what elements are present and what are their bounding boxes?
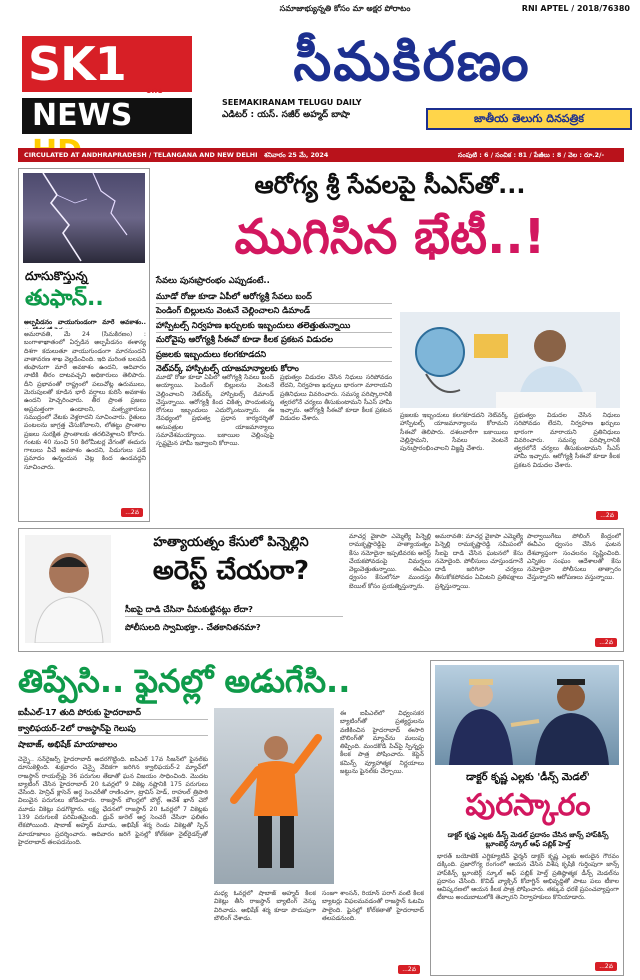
story-aarogyasri-kicker: ఆరోగ్య శ్రీ సేవలపై సీఎస్‌తో... bbox=[254, 171, 526, 199]
publish-date: శనివారం 25 మే, 2024 bbox=[264, 151, 329, 159]
story-aarogyasri-body-right: ప్రజలకు ఇబ్బందులు కలగకూడదని నెట్‌వర్క్ హాస్పిటల్స్ యాజమాన్యాలను కోరామని సీఈవో తెలిపారు. దశలవారీగా బకాయిలు చెల్లిస్తామని, సేవలు వెంటనే పునఃప్రారంభించాలని విజ్ఞప్తి చేశారు. bbox=[400, 412, 508, 453]
award-ceremony-icon bbox=[435, 665, 619, 765]
story-aarogyasri-body-mid: ప్రభుత్వం విడుదల చేసిన నిధులు సరిపోవడం లేదని, నిర్వహణ ఖర్చులు భారంగా మారాయని ప్రతినిధులు వివరించారు. సమస్య పరిష్కారానికి త్వరలోనే చర్యలు తీసుకుంటామని సీఎస్ హామీ ఇచ్చారు. ఆరోగ్యశ్రీ సీఈవో కూడా కీలక ప్రకటన విడుదల చేశారు. bbox=[280, 374, 392, 423]
bullet-item: నెట్‌వర్క్ హాస్పిటల్స్ యాజమాన్యాలకు కోరాం bbox=[156, 363, 299, 374]
cricketer-icon bbox=[214, 708, 334, 884]
bullet-item: హాస్పిటల్స్ నిర్వహణ ఖర్చులకు ఇబ్బందులు తలెత్తుతున్నాయి bbox=[156, 319, 392, 333]
story-ipl-sub3: షాబాజ్, అభిషేక్ మాయాజాలం bbox=[18, 739, 118, 749]
issue-info: సంపుటి : 6 / సంచిక : 81 / పేజీలు : 8 / వెల : రూ.2/- bbox=[458, 151, 605, 159]
bullet-item: మూడో రోజు కూడా ఏపీలో ఆరోగ్యశ్రీ సేవలు బంద్ bbox=[156, 290, 392, 304]
rni-number: RNI APTEL / 2018/76380 bbox=[521, 4, 630, 13]
story-krishna-ella[interactable] bbox=[430, 660, 624, 976]
story-ipl-sub2: క్వాలిఫయర్-2లో రాజస్థాన్‌పై గెలుపు bbox=[18, 722, 208, 736]
story-aarogyasri-bullets bbox=[156, 290, 392, 375]
story-cyclone-subhead: అల్పపీడనం వాయుగుండంగా మారే అవకాశం.. bbox=[24, 319, 146, 326]
story-ipl-sub1: ఐపీఎల్-17 తుది పోరుకు హైదరాబాద్ bbox=[18, 706, 208, 720]
story-ipl-headline: తిప్పేసి.. ఫైనల్లో అడుగేసి.. bbox=[18, 662, 351, 700]
award-photo bbox=[435, 665, 619, 765]
sk1-news-logo[interactable] bbox=[18, 28, 196, 140]
newspaper-title: సీమకిరణం bbox=[293, 29, 531, 93]
story-cyclone-more[interactable]: ...2వ bbox=[121, 508, 143, 517]
story-ipl-body: చెన్నై.. సన్‌రైజర్స్ హైదరాబాద్ అదరగొట్టింది. ఐపీఎల్ 17వ సీజన్‌లో ఫైనల్‌కు దూసుకెళ్లింది. శుక్రవారం చెన్నై వేదికగా జరిగిన క్వాలిఫయర్-2 మ్యాచ్‌లో రాజస్థాన్ రాయల్స్‌పై 36 పరుగుల తేడాతో ఘన విజయం సాధించింది. మొదట బ్యాటింగ్ చేసిన హైదరాబాద్ 20 ఓవర్లలో 9 వికెట్ల నష్టానికి 175 పరుగులు చేసింది. హెన్రిచ్ క్లాసెన్ అర్ధ సెంచరీతో రాణించగా, ట్రావిస్ హెడ్, రాహుల్ త్రిపాఠి విలువైన పరుగులు జోడించారు. రాజస్థాన్ బౌలర్లలో బౌల్ట్, ఆవేశ్ ఖాన్ చెరో మూడు వికెట్లు పడగొట్టారు. లక్ష్య ఛేదనలో రాజస్థాన్ 20 ఓవర్లలో 7 వికెట్లకు 139 పరుగులకే పరిమితమైంది. ధ్రువ్ జురెల్ అర్ధ సెంచరీ చేసినా ఫలితం లేకపోయింది. షాబాజ్ అహ్మద్ మూడు, అభిషేక్ శర్మ రెండు వికెట్లతో స్పిన్ మాయాజాలం ప్రదర్శించారు. ఆదివారం జరిగే ఫైనల్లో కోల్‌కతా నైట్‌రైడర్స్‌తో హైదరాబాద్ తలపడనుంది. bbox=[18, 756, 208, 846]
story-cyclone-body: అమరావతి, మే 24 (సీమకిరణం) : బంగాళాఖాతంలో ఏర్పడిన అల్పపీడనం ఈశాన్య దిశగా కదులుతూ వాయుగుండంగా మారనుందని వాతావరణ శాఖ వెల్లడించింది. ఇది మరింత బలపడి తుఫానుగా మారే అవకాశం ఉందని, ఆదివారం నాటికి తీరం దాటవచ్చని అధికారులు తెలిపారు. దీని ప్రభావంతో రాష్ట్రంలో పలుచోట్ల ఉరుములు, మెరుపులతో కూడిన భారీ వర్షాలు కురిసే అవకాశం ఉందని హెచ్చరించారు. తీర ప్రాంత ప్రజలు అప్రమత్తంగా ఉండాలని, మత్స్యకారులు సముద్రంలో వేటకు వెళ్లరాదని సూచించారు. రైతులు పంటలను జాగ్రత్త చేసుకోవాలని, లోతట్టు ప్రాంతాల ప్రజలు సురక్షిత ప్రాంతాలకు తరలివెళ్లాలని కోరారు. గంటకు 40 నుంచి 50 కిలోమీటర్ల వేగంతో ఈదురు గాలులు వీచే అవకాశం ఉందని, పిడుగులు పడే ప్రమాదం ఉన్నందున చెట్ల కింద ఉండవద్దని సూచించారు. bbox=[24, 331, 146, 471]
story-pinnelli-col2: అమరావతి: మాచర్ల వైకాపా ఎమ్మెల్యే పిన్నెల్లి రామకృష్ణారెడ్డి సమీపంలో సీఐపై దాడి చేసిన ఘటనలో కేసు నమోదైంది. పోలీసులు చూస్తుండగానే దాడి జరిగినా చర్యలు తీసుకోకపోవడం ఏమిటని ప్రతిపక్షాలు ప్రశ్నిస్తున్నాయి. bbox=[435, 533, 523, 590]
story-ipl[interactable] bbox=[18, 660, 424, 976]
story-pinnelli-col1: మాచర్ల వైకాపా ఎమ్మెల్యే పిన్నెల్లి రామకృష్ణారెడ్డిపై హత్యాయత్నం కేసు నమోదైనా ఇప్పటివరకు అరెస్ట్ చేయకపోవడంపై విమర్శలు వెల్లువెత్తుతున్నాయి. ఈవీఎం ధ్వంసం కేసులోనూ ముందస్తు బెయిల్ కోసం ప్రయత్నిస్తున్నారు. bbox=[349, 533, 431, 590]
story-pinnelli-headline1: హత్యాయత్నం కేసులో పిన్నెల్లిని bbox=[153, 535, 309, 550]
story-pinnelli-sub2: పోలీసులది స్వామిభక్తా.. చేతకానితనమా? bbox=[125, 622, 261, 632]
lightning-icon bbox=[23, 173, 145, 263]
story-krishna-ella-body: భారత్ బయోటెక్ ఎగ్జిక్యూటివ్ ఛైర్మన్ డాక్టర్ కృష్ణ ఎల్లకు అరుదైన గౌరవం దక్కింది. ప్రజారోగ్య రంగంలో ఆయన చేసిన విశేష కృషికి గుర్తింపుగా జాన్స్ హాప్‌కిన్స్ బ్లూంబెర్గ్ స్కూల్ ఆఫ్ పబ్లిక్ హెల్త్ ప్రతిష్ఠాత్మక డీన్స్ మెడల్‌ను ప్రదానం చేసింది. కొవిడ్ వ్యాక్సిన్ కోవాగ్జిన్ అభివృద్ధితో పాటు పలు టీకాల ఆవిష్కరణలో ఆయన కీలక పాత్ర పోషించారు. తక్కువ ధరకే ప్రపంచవ్యాప్తంగా టీకాలు అందుబాటులోకి తెచ్చారని నిర్వాహకులు కొనియాడారు. bbox=[437, 853, 619, 902]
story-ipl-right-col: ఈ ఐపీఎల్‌లో విధ్వంసకర బ్యాటింగ్‌తో ప్రత్యర్థులను వణికించిన హైదరాబాద్ ఈసారి బౌలింగ్‌తో మ్యాచ్‌ను మలుపు తిప్పింది. మందకొడి పిచ్‌పై స్పిన్నర్లు కీలక పాత్ర పోషించారు. కెప్టెన్ కమిన్స్ వ్యూహాత్మక నిర్ణయాలు జట్టును ఫైనల్‌కు చేర్చాయి. bbox=[340, 710, 424, 776]
story-krishna-ella-kicker: డాక్టర్ కృష్ణ ఎల్లకు 'డీన్స్ మెడల్' bbox=[466, 772, 590, 783]
story-cyclone-headline: తుఫాన్.. bbox=[25, 286, 104, 311]
newspaper-subtitle: SEEMAKIRANAM TELUGU DAILY bbox=[222, 98, 362, 107]
newspaper-title-box bbox=[198, 30, 626, 92]
bullet-item: ప్రజలకు ఇబ్బందులు కలగకూడదని bbox=[156, 348, 392, 362]
story-aarogyasri[interactable] bbox=[156, 168, 624, 522]
logo-sk1: SK1 bbox=[22, 36, 192, 92]
editor-line: ఎడిటర్ : యస్. సజీర్ అహ్మద్ బాషా bbox=[222, 110, 350, 120]
person-photo-icon bbox=[400, 312, 620, 408]
cs-photo bbox=[400, 312, 620, 408]
masthead bbox=[0, 0, 640, 148]
pinnelli-photo bbox=[25, 535, 111, 643]
lightning-photo bbox=[23, 173, 145, 263]
bullet-item: పెండింగ్ బిల్లులను వెంటనే చెల్లించాలని డిమాండ్ bbox=[156, 304, 392, 318]
cricketer-photo bbox=[214, 708, 334, 884]
story-pinnelli-headline2: అరెస్ట్ చేయరా? bbox=[152, 556, 310, 586]
tagline: సమాజాభ్యున్నతి కోసం మా అక్షర పోరాటం bbox=[279, 4, 411, 13]
logo-news-hd bbox=[22, 98, 192, 134]
story-aarogyasri-body-left: మూడో రోజు కూడా ఏపీలో ఆరోగ్యశ్రీ సేవలు బంద్ అయ్యాయి. పెండింగ్ బిల్లులను వెంటనే చెల్లించాలని నెట్‌వర్క్ హాస్పిటల్స్ డిమాండ్ చేస్తున్నాయి. ఆరోగ్యశ్రీ కింద చికిత్స పొందుతున్న రోగులు ఇబ్బందులు ఎదుర్కొంటున్నారు. ఈ నేపథ్యంలో ప్రభుత్వ ప్రధాన కార్యదర్శితో ఆసుపత్రుల యాజమాన్యాలు సమావేశమయ్యాయి. బకాయిల చెల్లింపుపై స్పష్టమైన హామీ ఇవ్వాలని కోరాయి. bbox=[156, 374, 274, 448]
story-krishna-ella-more[interactable]: ...2వ bbox=[595, 962, 617, 971]
logo-news: NEWS bbox=[32, 98, 133, 133]
story-ipl-bottom-col2: సంజూ శాంసన్, రియాన్ పరాగ్ వంటి కీలక బ్యాటర్లు విఫలమవడంతో రాజస్థాన్ ఓటమి పాలైంది. ఫైనల్లో కోల్‌కతాతో హైదరాబాద్ తలపడనుంది. bbox=[322, 890, 424, 922]
person-photo-icon bbox=[25, 535, 111, 643]
bullet-item: మరోవైపు ఆరోగ్యశ్రీ సీఈవో కూడా కీలక ప్రకటన విడుదల bbox=[156, 333, 392, 347]
story-aarogyasri-more[interactable]: ...2వ bbox=[596, 511, 618, 520]
story-ipl-bottom-col1: మధ్య ఓవర్లలో షాబాజ్ అహ్మద్ కీలక వికెట్లు తీసి రాజస్థాన్ బ్యాటింగ్ వెన్ను విరిచాడు. అభిషేక్ శర్మ కూడా పొదుపుగా బౌలింగ్ చేశాడు. bbox=[214, 890, 316, 922]
story-pinnelli-sub1: సీఐపై దాడి చేసినా చీమకుట్టినట్లు లేదా? bbox=[125, 603, 343, 617]
story-ipl-more[interactable]: ...2వ bbox=[398, 965, 420, 974]
story-pinnelli-col3: పాల్వాయిగేటు పోలింగ్ కేంద్రంలో ఈవీఎం ధ్వంసం చేసిన ఘటన దేశవ్యాప్తంగా సంచలనం సృష్టించింది. ఎన్నికల సంఘం ఆదేశాలతో కేసు నమోదైనా పోలీసులు తాత్సారం చేస్తున్నారని ఆరోపణలు వస్తున్నాయి. bbox=[527, 533, 621, 582]
logo-sub: one bbox=[146, 86, 163, 95]
story-pinnelli-more[interactable]: ...2వ bbox=[595, 638, 617, 647]
edition-badge: జాతీయ తెలుగు దినపత్రిక bbox=[426, 108, 632, 130]
story-aarogyasri-headline: ముగిసిన భేటీ..! bbox=[234, 209, 546, 265]
story-cyclone-kicker: దూసుకొస్తున్న bbox=[25, 269, 88, 283]
circulation-text: CIRCULATED AT ANDHRAPRADESH / TELANGANA AND NEW DELHI bbox=[24, 151, 258, 159]
story-aarogyasri-sub: సేవలు పునఃప్రారంభం ఎప్పుడంటే.. bbox=[156, 276, 270, 286]
story-pinnelli[interactable] bbox=[18, 528, 624, 652]
story-krishna-ella-headline: పురస్కారం bbox=[465, 788, 591, 823]
story-krishna-ella-sub: డాక్టర్ కృష్ణ ఎల్లకు డీన్స్ మెడల్ ప్రదానం చేసిన జాన్స్ హాప్‌కిన్స్ బ్లూంబెర్గ్ స్కూల్ ఆఫ్ పబ్లిక్ హెల్త్ bbox=[447, 831, 609, 848]
story-cyclone[interactable] bbox=[18, 168, 150, 522]
info-bar bbox=[18, 148, 624, 162]
story-aarogyasri-body-right2: ప్రభుత్వం విడుదల చేసిన నిధులు సరిపోవడం లేదని, నిర్వహణ ఖర్చులు భారంగా మారాయని ప్రతినిధులు వివరించారు. సమస్య పరిష్కారానికి త్వరలోనే చర్యలు తీసుకుంటామని సీఎస్ హామీ ఇచ్చారు. ఆరోగ్యశ్రీ సీఈవో కూడా కీలక ప్రకటన విడుదల చేశారు. bbox=[514, 412, 620, 469]
